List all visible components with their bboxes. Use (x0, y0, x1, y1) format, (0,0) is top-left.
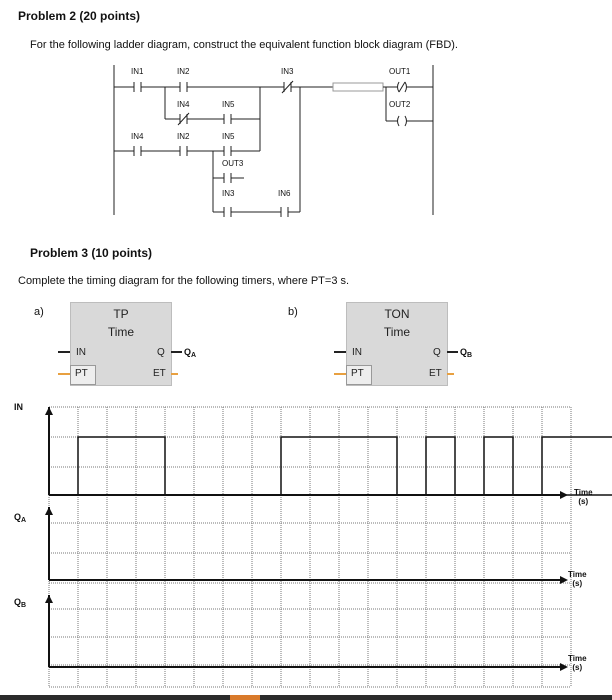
problem3-instruction: Complete the timing diagram for the following timers, where PT=3 s. (18, 275, 350, 287)
label-in3-row: IN3 (222, 189, 235, 198)
timer-a-wires (54, 340, 204, 380)
timer-b-wires (330, 340, 480, 380)
in-y-arrow (45, 407, 53, 415)
tp-q-pin: Q (157, 347, 165, 358)
label-out2: OUT2 (389, 100, 411, 109)
time-axis-label-3: Time (s) (568, 654, 587, 672)
ton-type: TON (384, 307, 410, 321)
qa-output-label: $Q_A$ (184, 347, 197, 359)
label-in4-nc: IN4 (177, 100, 190, 109)
label-in4-row2: IN4 (131, 132, 144, 141)
qb-output-label: $Q_B$ (460, 347, 473, 359)
omitted-section-box (333, 83, 383, 91)
contact-out3-no (224, 173, 231, 183)
time-axis-label-1: Time (s) (574, 488, 593, 506)
tp-pt-pin: PT (75, 368, 88, 379)
in-row-label: IN (14, 402, 23, 412)
contact-in5-no-row2 (224, 146, 231, 156)
ton-pt-pin: PT (351, 368, 364, 379)
bottom-bar (0, 695, 612, 700)
contact-in5-no (224, 114, 231, 124)
contact-in4-no (134, 146, 141, 156)
label-in3: IN3 (281, 67, 294, 76)
contact-in1-no (134, 82, 141, 92)
label-in5-row2: IN5 (222, 132, 235, 141)
label-in2: IN2 (177, 67, 190, 76)
label-in5: IN5 (222, 100, 235, 109)
timer-b-label: b) (288, 306, 298, 318)
ton-subtitle: Time (383, 325, 411, 339)
qb-y-arrow (45, 595, 53, 603)
label-in1: IN1 (131, 67, 144, 76)
time-axis-label-2: Time (s) (568, 570, 587, 588)
tp-in-pin: IN (76, 347, 86, 358)
ton-in-pin: IN (352, 347, 362, 358)
ton-et-pin: ET (429, 368, 442, 379)
label-in6: IN6 (278, 189, 291, 198)
qa-row-label: $Q_A$ (14, 512, 27, 524)
tp-subtitle: Time (107, 325, 135, 339)
coil-out1-negated (398, 82, 407, 92)
contact-in2-no-row2 (180, 146, 187, 156)
ton-q-pin: Q (433, 347, 441, 358)
qb-time-arrow (560, 663, 568, 671)
contact-in6-no (281, 207, 288, 217)
in-waveform (49, 437, 612, 495)
problem3-title: Problem 3 (10 points) (30, 246, 153, 260)
problem2-instruction: For the following ladder diagram, construct the equivalent function block diagram (FBD). (30, 39, 458, 51)
timing-diagram (0, 395, 612, 695)
label-out3: OUT3 (222, 159, 244, 168)
contact-in3-no (224, 207, 231, 217)
coil-out2 (398, 116, 407, 126)
timer-a-label: a) (34, 306, 44, 318)
tp-type: TP (113, 307, 129, 321)
label-out1: OUT1 (389, 67, 411, 76)
ladder-diagram (0, 60, 612, 220)
qa-y-arrow (45, 507, 53, 515)
contact-in2-no (180, 82, 187, 92)
problem2-title: Problem 2 (20 points) (18, 9, 141, 23)
qb-row-label: $Q_B$ (14, 597, 27, 609)
label-in2-row2: IN2 (177, 132, 190, 141)
tp-et-pin: ET (153, 368, 166, 379)
